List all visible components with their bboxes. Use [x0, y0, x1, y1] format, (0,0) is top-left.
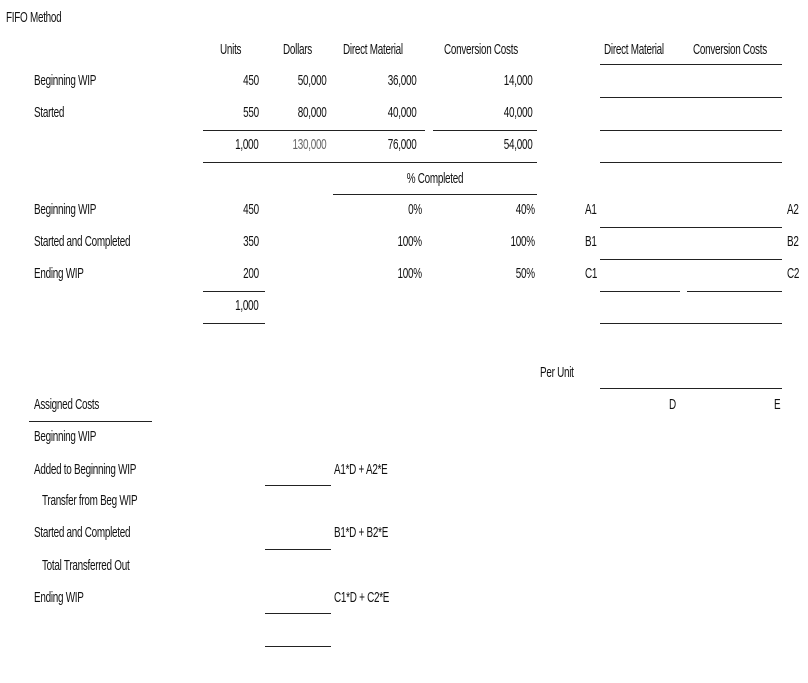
cell-dollars: 80,000 — [297, 104, 326, 121]
code-a1: A1 — [585, 201, 597, 218]
pct-completed-underline — [333, 194, 537, 195]
total-direct-material: 76,000 — [387, 136, 416, 153]
assigned-row-ending-wip: Ending WIP — [34, 589, 84, 606]
pct-completed-label: % Completed — [406, 170, 464, 187]
code-c1: C1 — [585, 265, 598, 282]
assigned-row-transfer-from-beg-wip: Transfer from Beg WIP — [42, 492, 138, 509]
col-header-conversion-costs: Conversion Costs — [444, 41, 518, 58]
cell-cc-pct: 40% — [515, 201, 535, 218]
assigned-row-beginning-wip: Beginning WIP — [34, 428, 97, 445]
assigned-costs-header: Assigned Costs — [34, 396, 100, 413]
total-dollars: 130,000 — [292, 136, 326, 153]
blank-line — [600, 259, 782, 260]
cell-direct-material: 40,000 — [387, 104, 416, 121]
col-header-units: Units — [220, 41, 242, 58]
row-label-started: Started — [34, 104, 65, 121]
blank-line — [600, 291, 680, 292]
blank-line — [600, 227, 782, 228]
total-underline — [203, 162, 537, 163]
total-units: 1,000 — [235, 136, 259, 153]
assigned-row-added-to-beginning-wip: Added to Beginning WIP — [34, 461, 137, 478]
assigned-row-total-transferred-out: Total Transferred Out — [42, 557, 130, 574]
blank-line — [600, 130, 782, 131]
cell-units: 550 — [243, 104, 259, 121]
total-line — [203, 130, 425, 131]
assigned-row-started-and-completed: Started and Completed — [34, 524, 131, 541]
amount-line — [265, 485, 331, 486]
total-line — [433, 130, 537, 131]
eq-header-conversion-costs: Conversion Costs — [693, 41, 767, 58]
code-a2: A2 — [787, 201, 799, 218]
eq-header-underline — [600, 64, 782, 65]
formula-b: B1*D + B2*E — [334, 524, 389, 541]
blank-line — [600, 97, 782, 98]
eq-header-direct-material: Direct Material — [604, 41, 664, 58]
cell-units: 450 — [243, 72, 259, 89]
per-unit-dm-code: D — [669, 396, 676, 413]
cell-units: 350 — [243, 233, 259, 250]
row-label-beginning-wip: Beginning WIP — [34, 72, 97, 89]
col-header-direct-material: Direct Material — [343, 41, 403, 58]
amount-line — [265, 613, 331, 614]
blank-line — [687, 291, 782, 292]
row-label-started-and-completed: Started and Completed — [34, 233, 131, 250]
completion-total-units: 1,000 — [235, 297, 259, 314]
formula-c: C1*D + C2*E — [334, 589, 390, 606]
units-total-line — [203, 291, 265, 292]
cell-units: 200 — [243, 265, 259, 282]
cell-cc-pct: 100% — [510, 233, 535, 250]
cell-conversion-costs: 40,000 — [503, 104, 532, 121]
cell-direct-material: 36,000 — [387, 72, 416, 89]
per-unit-cc-code: E — [774, 396, 781, 413]
code-b1: B1 — [585, 233, 597, 250]
cell-dm-pct: 100% — [397, 265, 422, 282]
cell-conversion-costs: 14,000 — [503, 72, 532, 89]
blank-line — [600, 162, 782, 163]
blank-line — [600, 323, 782, 324]
formula-a: A1*D + A2*E — [334, 461, 388, 478]
amount-line — [265, 549, 331, 550]
per-unit-line — [600, 388, 782, 389]
row-label-ending-wip: Ending WIP — [34, 265, 84, 282]
total-conversion-costs: 54,000 — [503, 136, 532, 153]
assigned-costs-underline — [29, 421, 152, 422]
cell-cc-pct: 50% — [515, 265, 535, 282]
row-label-beginning-wip: Beginning WIP — [34, 201, 97, 218]
code-c2: C2 — [787, 265, 800, 282]
cell-dollars: 50,000 — [297, 72, 326, 89]
page-title: FIFO Method — [6, 9, 62, 26]
col-header-dollars: Dollars — [283, 41, 312, 58]
cell-dm-pct: 0% — [408, 201, 422, 218]
units-total-underline — [203, 323, 265, 324]
code-b2: B2 — [787, 233, 799, 250]
cell-units: 450 — [243, 201, 259, 218]
cell-dm-pct: 100% — [397, 233, 422, 250]
amount-line — [265, 646, 331, 647]
per-unit-label: Per Unit — [540, 364, 574, 381]
